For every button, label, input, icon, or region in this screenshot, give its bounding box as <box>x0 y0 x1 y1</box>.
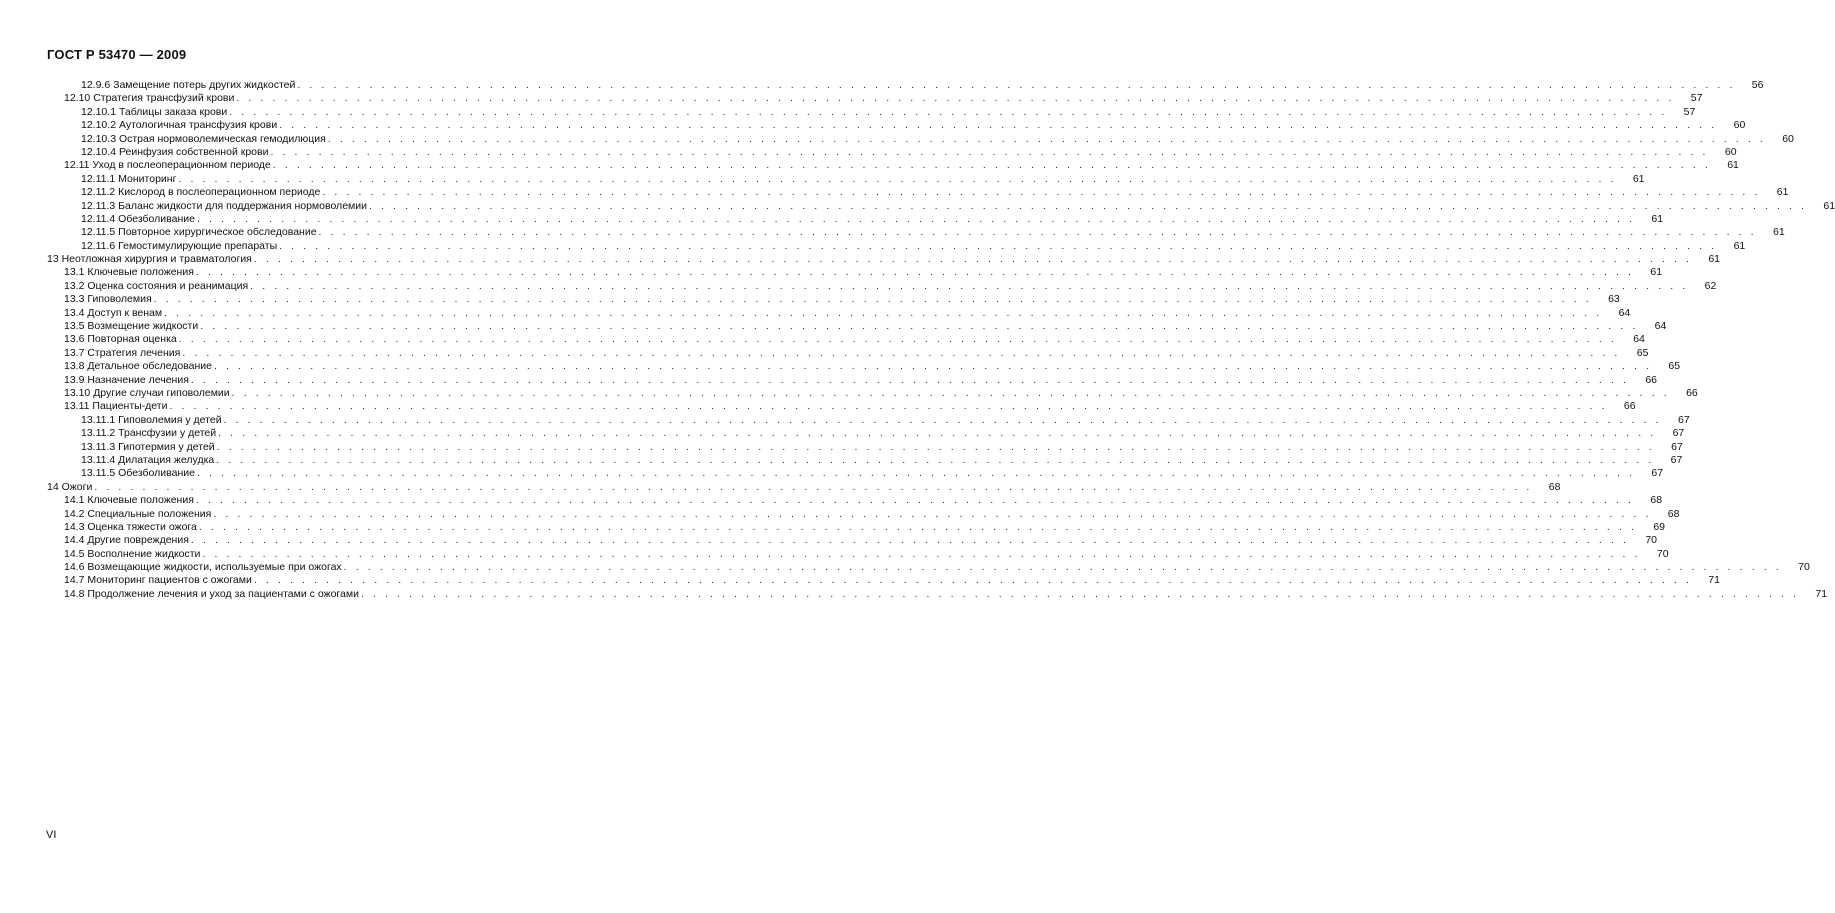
toc-entry-page: 67 <box>1672 427 1685 440</box>
toc-row <box>0 253 1720 266</box>
document-header: ГОСТ Р 53470 — 2009 <box>47 47 187 62</box>
toc-row <box>0 266 1663 279</box>
toc-entry-page: 61 <box>1632 172 1645 185</box>
toc-entry[interactable] <box>64 279 1717 293</box>
toc-row <box>0 293 1620 306</box>
dot-leader: . . . . . . . . . . . . . . . . . . . . . . . . . . . . . . . . . . . . . . . . . . . . . . . . . . . . . . . . . . . . . . . . . . . . . . . . . . . . . . . . . . . . . . . . . . . . . . . . . . . . . . . . . . . . . . . . . . . . . . . . <box>360 587 1800 600</box>
toc-entry[interactable] <box>64 306 1631 320</box>
toc-entry-title: 14.3 Оценка тяжести ожога <box>64 520 197 533</box>
toc-row <box>0 534 1658 547</box>
toc-entry-title: 13.4 Доступ к венам <box>64 306 163 319</box>
toc-entry-title: 12.9.6 Замещение потерь других жидкостей <box>81 79 296 91</box>
page-number: VI <box>46 829 57 841</box>
toc-entry-title: 13.3 Гиповолемия <box>64 293 152 306</box>
toc-entry-title: 12.10 Стратегия трансфузий крови <box>64 92 235 105</box>
toc-entry[interactable] <box>47 480 1561 494</box>
dot-leader: . . . . . . . . . . . . . . . . . . . . . . . . . . . . . . . . . . . . . . . . . . . . . . . . . . . . . . . . . . . . . . . . . . . . . . . . . . . . . . . . . . . . . . . . . . . . . . . . . . . . . . . . . . . . . . . . . . . . . . . . <box>253 574 1692 587</box>
toc-entry-title: 13.11.2 Трансфузии у детей <box>81 427 217 440</box>
toc-entry-page: 61 <box>1776 186 1789 199</box>
toc-entry-page: 68 <box>1667 507 1680 520</box>
toc-entry-page: 65 <box>1636 346 1649 359</box>
toc-entry[interactable] <box>81 105 1696 119</box>
toc-entry-title: 13.6 Повторная оценка <box>64 333 177 346</box>
toc-entry-title: 13.11.3 Гипотермия у детей <box>81 440 215 453</box>
toc-entry-page: 71 <box>1815 587 1828 600</box>
toc-entry-page: 64 <box>1618 306 1631 319</box>
toc-entry-title: 12.10.2 Аутологичная трансфузия крови <box>81 119 278 132</box>
toc-entry[interactable] <box>64 293 1620 306</box>
dot-leader: . . . . . . . . . . . . . . . . . . . . . . . . . . . . . . . . . . . . . . . . . . . . . . . . . . . . . . . . . . . . . . . . . . . . . . . . . . . . . . . . . . . . . . . . . . . . . . . . . . . . . . . . . . . . . . . . . . . . . . . . <box>196 467 1636 480</box>
toc-row <box>0 279 1717 293</box>
toc-entry-page: 71 <box>1708 574 1720 587</box>
toc-row <box>0 212 1664 226</box>
toc-entry-title: 12.11.6 Гемостимулирующие препараты <box>81 239 278 252</box>
toc-entry-page: 67 <box>1651 467 1664 480</box>
toc-entry-page: 70 <box>1656 547 1669 560</box>
toc-row <box>0 427 1685 440</box>
toc-row <box>0 547 1669 561</box>
toc-row <box>0 239 1746 253</box>
toc-row <box>0 186 1789 199</box>
toc-entry-title: 12.11.4 Обезболивание <box>81 212 195 225</box>
toc-entry-page: 61 <box>1727 159 1739 172</box>
dot-leader: . . . . . . . . . . . . . . . . . . . . . . . . . . . . . . . . . . . . . . . . . . . . . . . . . . . . . . . . . . . . . . . . . . . . . . . . . . . . . . . . . . . . . . . . . . . . . . . . . . . . . . . . . . . . . . . . . . . . . . . . <box>279 119 1718 132</box>
toc-entry-page: 60 <box>1724 145 1737 158</box>
toc-entry-title: 14.1 Ключевые положения <box>64 494 194 507</box>
dot-leader: . . . . . . . . . . . . . . . . . . . . . . . . . . . . . . . . . . . . . . . . . . . . . . . . . . . . . . . . . . . . . . . . . . . . . . . . . . . . . . . . . . . . . . . . . . . . . . . . . . . . . . . . . . . . . . . . . . . . . . . . <box>182 346 1621 359</box>
dot-leader: . . . . . . . . . . . . . . . . . . . . . . . . . . . . . . . . . . . . . . . . . . . . . . . . . . . . . . . . . . . . . . . . . . . . . . . . . . . . . . . . . . . . . . . . . . . . . . . . . . . . . . . . . . . . . . . . . . . . . . . . <box>169 400 1608 413</box>
toc-entry[interactable] <box>64 547 1669 561</box>
toc-entry-page: 70 <box>1645 534 1658 547</box>
toc-entry-page: 61 <box>1651 212 1664 225</box>
toc-entry[interactable] <box>81 427 1685 440</box>
toc-row <box>0 386 1698 400</box>
toc-entry[interactable] <box>64 346 1649 360</box>
dot-leader: . . . . . . . . . . . . . . . . . . . . . . . . . . . . . . . . . . . . . . . . . . . . . . . . . . . . . . . . . . . . . . . . . . . . . . . . . . . . . . . . . . . . . . . . . . . . . . . . . . . . . . . . . . . . . . . . . . . . . . . . <box>216 440 1655 453</box>
toc-entry[interactable] <box>64 373 1658 387</box>
toc-row <box>0 145 1737 159</box>
toc-row <box>0 132 1794 146</box>
toc-entry[interactable] <box>81 79 1764 92</box>
dot-leader: . . . . . . . . . . . . . . . . . . . . . . . . . . . . . . . . . . . . . . . . . . . . . . . . . . . . . . . . . . . . . . . . . . . . . . . . . . . . . . . . . . . . . . . . . . . . . . . . . . . . . . . . . . . . . . . . . . . . . . . . <box>368 199 1808 212</box>
toc-entry[interactable] <box>81 145 1737 159</box>
toc-entry-title: 12.10.4 Реинфузия собственной крови <box>81 145 269 158</box>
toc-entry-page: 67 <box>1678 413 1690 426</box>
dot-leader: . . . . . . . . . . . . . . . . . . . . . . . . . . . . . . . . . . . . . . . . . . . . . . . . . . . . . . . . . . . . . . . . . . . . . . . . . . . . . . . . . . . . . . . . . . . . . . . . . . . . . . . . . . . . . . . . . . . . . . . . <box>253 253 1692 266</box>
dot-leader: . . . . . . . . . . . . . . . . . . . . . . . . . . . . . . . . . . . . . . . . . . . . . . . . . . . . . . . . . . . . . . . . . . . . . . . . . . . . . . . . . . . . . . . . . . . . . . . . . . . . . . . . . . . . . . . . . . . . . . . . <box>231 386 1670 399</box>
toc-entry-page: 61 <box>1708 253 1720 266</box>
toc-entry-title: 13.11.4 Дилатация желудка <box>81 453 215 466</box>
toc-entry[interactable] <box>64 386 1698 400</box>
toc-entry-page: 57 <box>1683 105 1696 118</box>
toc-entry-title: 12.11.2 Кислород в послеоперационном периоде <box>81 186 321 199</box>
dot-leader: . . . . . . . . . . . . . . . . . . . . . . . . . . . . . . . . . . . . . . . . . . . . . . . . . . . . . . . . . . . . . . . . . . . . . . . . . . . . . . . . . . . . . . . . . . . . . . . . . . . . . . . . . . . . . . . . . . . . . . . . <box>270 145 1709 158</box>
toc-entry-page: 67 <box>1671 440 1683 453</box>
dot-leader: . . . . . . . . . . . . . . . . . . . . . . . . . . . . . . . . . . . . . . . . . . . . . . . . . . . . . . . . . . . . . . . . . . . . . . . . . . . . . . . . . . . . . . . . . . . . . . . . . . . . . . . . . . . . . . . . . . . . . . . . <box>218 427 1657 440</box>
dot-leader: . . . . . . . . . . . . . . . . . . . . . . . . . . . . . . . . . . . . . . . . . . . . . . . . . . . . . . . . . . . . . . . . . . . . . . . . . . . . . . . . . . . . . . . . . . . . . . . . . . . . . . . . . . . . . . . . . . . . . . . . <box>190 534 1630 547</box>
toc-entry-page: 66 <box>1686 386 1698 399</box>
dot-leader: . . . . . . . . . . . . . . . . . . . . . . . . . . . . . . . . . . . . . . . . . . . . . . . . . . . . . . . . . . . . . . . . . . . . . . . . . . . . . . . . . . . . . . . . . . . . . . . . . . . . . . . . . . . . . . . . . . . . . . . . <box>279 239 1718 252</box>
toc-entry-title: 14.5 Восполнение жидкости <box>64 547 201 560</box>
toc-entry[interactable] <box>81 212 1664 226</box>
dot-leader: . . . . . . . . . . . . . . . . . . . . . . . . . . . . . . . . . . . . . . . . . . . . . . . . . . . . . . . . . . . . . . . . . . . . . . . . . . . . . . . . . . . . . . . . . . . . . . . . . . . . . . . . . . . . . . . . . . . . . . . . <box>229 105 1668 118</box>
toc-entry[interactable] <box>81 239 1746 253</box>
dot-leader: . . . . . . . . . . . . . . . . . . . . . . . . . . . . . . . . . . . . . . . . . . . . . . . . . . . . . . . . . . . . . . . . . . . . . . . . . . . . . . . . . . . . . . . . . . . . . . . . . . . . . . . . . . . . . . . . . . . . . . . . <box>318 226 1757 239</box>
toc-row <box>0 360 1681 373</box>
toc-entry[interactable] <box>64 574 1720 587</box>
toc-row <box>0 413 1690 427</box>
toc-entry-title: 14.8 Продолжение лечения и уход за пациентами с ожогами <box>64 587 359 600</box>
toc-entry[interactable] <box>64 534 1658 547</box>
toc-entry-title: 14.7 Мониторинг пациентов с ожогами <box>64 574 252 587</box>
toc-entry-title: 14 Ожоги <box>47 480 93 493</box>
toc-entry[interactable] <box>64 266 1663 279</box>
dot-leader: . . . . . . . . . . . . . . . . . . . . . . . . . . . . . . . . . . . . . . . . . . . . . . . . . . . . . . . . . . . . . . . . . . . . . . . . . . . . . . . . . . . . . . . . . . . . . . . . . . . . . . . . . . . . . . . . . . . . . . . . <box>202 547 1641 560</box>
toc-entry[interactable] <box>81 467 1664 480</box>
toc-entry-page: 66 <box>1623 400 1636 413</box>
toc-row <box>0 507 1680 521</box>
toc-entry-page: 61 <box>1650 266 1663 279</box>
toc-entry-title: 13.1 Ключевые положения <box>64 266 194 279</box>
toc-entry[interactable] <box>64 320 1667 333</box>
toc-row <box>0 480 1561 494</box>
toc-row <box>0 440 1683 454</box>
dot-leader: . . . . . . . . . . . . . . . . . . . . . . . . . . . . . . . . . . . . . . . . . . . . . . . . . . . . . . . . . . . . . . . . . . . . . . . . . . . . . . . . . . . . . . . . . . . . . . . . . . . . . . . . . . . . . . . . . . . . . . . . <box>178 333 1617 346</box>
toc-entry[interactable] <box>64 561 1810 574</box>
dot-leader: . . . . . . . . . . . . . . . . . . . . . . . . . . . . . . . . . . . . . . . . . . . . . . . . . . . . . . . . . . . . . . . . . . . . . . . . . . . . . . . . . . . . . . . . . . . . . . . . . . . . . . . . . . . . . . . . . . . . . . . . <box>343 561 1782 574</box>
toc-entry-title: 12.11 Уход в послеоперационном периоде <box>64 159 271 172</box>
toc-entry[interactable] <box>64 400 1636 413</box>
toc-entry[interactable] <box>81 119 1746 132</box>
toc-row <box>0 494 1663 507</box>
dot-leader: . . . . . . . . . . . . . . . . . . . . . . . . . . . . . . . . . . . . . . . . . . . . . . . . . . . . . . . . . . . . . . . . . . . . . . . . . . . . . . . . . . . . . . . . . . . . . . . . . . . . . . . . . . . . . . . . . . . . . . . . <box>216 453 1655 466</box>
toc-row <box>0 159 1739 172</box>
toc-row <box>0 373 1658 387</box>
toc-row <box>0 119 1746 132</box>
toc-row <box>0 226 1785 239</box>
dot-leader: . . . . . . . . . . . . . . . . . . . . . . . . . . . . . . . . . . . . . . . . . . . . . . . . . . . . . . . . . . . . . . . . . . . . . . . . . . . . . . . . . . . . . . . . . . . . . . . . . . . . . . . . . . . . . . . . . . . . . . . . <box>178 172 1617 185</box>
dot-leader: . . . . . . . . . . . . . . . . . . . . . . . . . . . . . . . . . . . . . . . . . . . . . . . . . . . . . . . . . . . . . . . . . . . . . . . . . . . . . . . . . . . . . . . . . . . . . . . . . . . . . . . . . . . . . . . . . . . . . . . . <box>236 92 1675 105</box>
toc-row <box>0 333 1645 346</box>
toc-entry-page: 63 <box>1608 293 1620 306</box>
toc-entry-page: 62 <box>1704 279 1717 292</box>
dot-leader: . . . . . . . . . . . . . . . . . . . . . . . . . . . . . . . . . . . . . . . . . . . . . . . . . . . . . . . . . . . . . . . . . . . . . . . . . . . . . . . . . . . . . . . . . . . . . . . . . . . . . . . . . . . . . . . . . . . . . . . . <box>327 132 1766 145</box>
toc-entry-page: 60 <box>1782 132 1794 145</box>
dot-leader: . . . . . . . . . . . . . . . . . . . . . . . . . . . . . . . . . . . . . . . . . . . . . . . . . . . . . . . . . . . . . . . . . . . . . . . . . . . . . . . . . . . . . . . . . . . . . . . . . . . . . . . . . . . . . . . . . . . . . . . . <box>272 159 1711 172</box>
toc-entry[interactable] <box>64 520 1665 534</box>
dot-leader: . . . . . . . . . . . . . . . . . . . . . . . . . . . . . . . . . . . . . . . . . . . . . . . . . . . . . . . . . . . . . . . . . . . . . . . . . . . . . . . . . . . . . . . . . . . . . . . . . . . . . . . . . . . . . . . . . . . . . . . . <box>195 494 1635 507</box>
toc-entry-title: 13.10 Другие случаи гиповолемии <box>64 386 230 399</box>
toc-entry-title: 12.11.5 Повторное хирургическое обследование <box>81 226 317 239</box>
toc-entry-title: 13.2 Оценка состояния и реанимация <box>64 279 249 292</box>
toc-entry[interactable] <box>81 226 1785 239</box>
toc-entry-page: 64 <box>1654 320 1667 333</box>
toc-entry-page: 67 <box>1670 453 1683 466</box>
toc-row <box>0 79 1764 92</box>
toc-entry-title: 13.11.1 Гиповолемия у детей <box>81 413 222 426</box>
dot-leader: . . . . . . . . . . . . . . . . . . . . . . . . . . . . . . . . . . . . . . . . . . . . . . . . . . . . . . . . . . . . . . . . . . . . . . . . . . . . . . . . . . . . . . . . . . . . . . . . . . . . . . . . . . . . . . . . . . . . . . . . <box>94 480 1533 493</box>
toc-entry-page: 68 <box>1650 494 1663 507</box>
toc-entry[interactable] <box>47 253 1720 266</box>
toc-row <box>0 467 1664 480</box>
toc-entry[interactable] <box>64 587 1828 601</box>
toc-row <box>0 346 1649 360</box>
toc-entry-title: 13.11.5 Обезболивание <box>81 467 195 480</box>
toc-entry-title: 14.4 Другие повреждения <box>64 534 189 547</box>
toc-entry-title: 12.11.1 Мониторинг <box>81 172 177 185</box>
toc-entry[interactable] <box>64 159 1739 172</box>
toc-entry[interactable] <box>81 172 1645 186</box>
toc-entry-page: 61 <box>1772 226 1785 239</box>
toc-entry-title: 13.7 Стратегия лечения <box>64 346 181 359</box>
toc-row <box>0 306 1631 320</box>
toc-row <box>0 199 1835 213</box>
toc-row <box>0 92 1703 105</box>
toc-entry-title: 13 Неотложная хирургия и травматология <box>47 253 252 266</box>
dot-leader: . . . . . . . . . . . . . . . . . . . . . . . . . . . . . . . . . . . . . . . . . . . . . . . . . . . . . . . . . . . . . . . . . . . . . . . . . . . . . . . . . . . . . . . . . . . . . . . . . . . . . . . . . . . . . . . . . . . . . . . . <box>213 507 1652 520</box>
toc-entry-page: 66 <box>1645 373 1658 386</box>
toc-row <box>0 320 1667 333</box>
dot-leader: . . . . . . . . . . . . . . . . . . . . . . . . . . . . . . . . . . . . . . . . . . . . . . . . . . . . . . . . . . . . . . . . . . . . . . . . . . . . . . . . . . . . . . . . . . . . . . . . . . . . . . . . . . . . . . . . . . . . . . . . <box>322 186 1761 199</box>
toc-row <box>0 561 1810 574</box>
toc-entry-page: 60 <box>1733 119 1746 132</box>
toc-entry-page: 56 <box>1751 79 1764 91</box>
toc-entry[interactable] <box>64 507 1680 521</box>
toc-entry-title: 13.9 Назначение лечения <box>64 373 189 386</box>
toc-entry[interactable] <box>81 132 1794 146</box>
toc-entry-title: 14.6 Возмещающие жидкости, используемые при ожогах <box>64 561 342 574</box>
toc-entry[interactable] <box>81 186 1789 199</box>
toc-entry[interactable] <box>81 440 1683 454</box>
toc-entry[interactable] <box>64 92 1703 105</box>
toc-entry-page: 57 <box>1690 92 1703 105</box>
toc-row <box>0 574 1720 587</box>
dot-leader: . . . . . . . . . . . . . . . . . . . . . . . . . . . . . . . . . . . . . . . . . . . . . . . . . . . . . . . . . . . . . . . . . . . . . . . . . . . . . . . . . . . . . . . . . . . . . . . . . . . . . . . . . . . . . . . . . . . . . . . . <box>153 293 1592 306</box>
toc-entry-page: 65 <box>1668 360 1681 373</box>
dot-leader: . . . . . . . . . . . . . . . . . . . . . . . . . . . . . . . . . . . . . . . . . . . . . . . . . . . . . . . . . . . . . . . . . . . . . . . . . . . . . . . . . . . . . . . . . . . . . . . . . . . . . . . . . . . . . . . . . . . . . . . . <box>195 266 1635 279</box>
toc-entry-title: 14.2 Специальные положения <box>64 507 212 520</box>
toc-entry-page: 61 <box>1733 239 1746 252</box>
toc-entry-title: 13.5 Возмещение жидкости <box>64 320 199 333</box>
toc-entry[interactable] <box>81 199 1835 213</box>
toc-entry-page: 64 <box>1633 333 1645 346</box>
toc-row <box>0 105 1696 119</box>
toc-entry-page: 68 <box>1548 480 1561 493</box>
toc-row <box>0 520 1665 534</box>
toc-entry-title: 12.10.3 Острая нормоволемическая гемодилюция <box>81 132 326 145</box>
toc-entry[interactable] <box>64 360 1681 373</box>
toc-entry[interactable] <box>64 494 1663 507</box>
toc-entry-title: 13.11 Пациенты-дети <box>64 400 168 413</box>
dot-leader: . . . . . . . . . . . . . . . . . . . . . . . . . . . . . . . . . . . . . . . . . . . . . . . . . . . . . . . . . . . . . . . . . . . . . . . . . . . . . . . . . . . . . . . . . . . . . . . . . . . . . . . . . . . . . . . . . . . . . . . . <box>297 79 1736 91</box>
toc-row <box>0 587 1828 601</box>
toc-entry[interactable] <box>64 333 1645 346</box>
toc-row <box>0 172 1645 186</box>
toc-entry-page: 70 <box>1798 561 1810 574</box>
toc-entry[interactable] <box>81 413 1690 427</box>
toc-entry[interactable] <box>81 453 1683 467</box>
dot-leader: . . . . . . . . . . . . . . . . . . . . . . . . . . . . . . . . . . . . . . . . . . . . . . . . . . . . . . . . . . . . . . . . . . . . . . . . . . . . . . . . . . . . . . . . . . . . . . . . . . . . . . . . . . . . . . . . . . . . . . . . <box>198 520 1637 533</box>
dot-leader: . . . . . . . . . . . . . . . . . . . . . . . . . . . . . . . . . . . . . . . . . . . . . . . . . . . . . . . . . . . . . . . . . . . . . . . . . . . . . . . . . . . . . . . . . . . . . . . . . . . . . . . . . . . . . . . . . . . . . . . . <box>164 306 1603 319</box>
dot-leader: . . . . . . . . . . . . . . . . . . . . . . . . . . . . . . . . . . . . . . . . . . . . . . . . . . . . . . . . . . . . . . . . . . . . . . . . . . . . . . . . . . . . . . . . . . . . . . . . . . . . . . . . . . . . . . . . . . . . . . . . <box>223 413 1662 426</box>
dot-leader: . . . . . . . . . . . . . . . . . . . . . . . . . . . . . . . . . . . . . . . . . . . . . . . . . . . . . . . . . . . . . . . . . . . . . . . . . . . . . . . . . . . . . . . . . . . . . . . . . . . . . . . . . . . . . . . . . . . . . . . . <box>213 360 1653 373</box>
toc-entry-title: 12.10.1 Таблицы заказа крови <box>81 105 228 118</box>
dot-leader: . . . . . . . . . . . . . . . . . . . . . . . . . . . . . . . . . . . . . . . . . . . . . . . . . . . . . . . . . . . . . . . . . . . . . . . . . . . . . . . . . . . . . . . . . . . . . . . . . . . . . . . . . . . . . . . . . . . . . . . . <box>200 320 1639 333</box>
table-of-contents <box>0 79 1835 601</box>
toc-entry-page: 69 <box>1653 520 1665 533</box>
toc-row <box>0 453 1683 467</box>
toc-entry-page: 61 <box>1823 199 1835 212</box>
toc-row <box>0 400 1636 413</box>
toc-entry-title: 13.8 Детальное обследование <box>64 360 212 373</box>
dot-leader: . . . . . . . . . . . . . . . . . . . . . . . . . . . . . . . . . . . . . . . . . . . . . . . . . . . . . . . . . . . . . . . . . . . . . . . . . . . . . . . . . . . . . . . . . . . . . . . . . . . . . . . . . . . . . . . . . . . . . . . . <box>196 212 1636 225</box>
dot-leader: . . . . . . . . . . . . . . . . . . . . . . . . . . . . . . . . . . . . . . . . . . . . . . . . . . . . . . . . . . . . . . . . . . . . . . . . . . . . . . . . . . . . . . . . . . . . . . . . . . . . . . . . . . . . . . . . . . . . . . . . <box>250 279 1689 292</box>
dot-leader: . . . . . . . . . . . . . . . . . . . . . . . . . . . . . . . . . . . . . . . . . . . . . . . . . . . . . . . . . . . . . . . . . . . . . . . . . . . . . . . . . . . . . . . . . . . . . . . . . . . . . . . . . . . . . . . . . . . . . . . . <box>190 373 1630 386</box>
toc-entry-title: 12.11.3 Баланс жидкости для поддержания нормоволемии <box>81 199 367 212</box>
